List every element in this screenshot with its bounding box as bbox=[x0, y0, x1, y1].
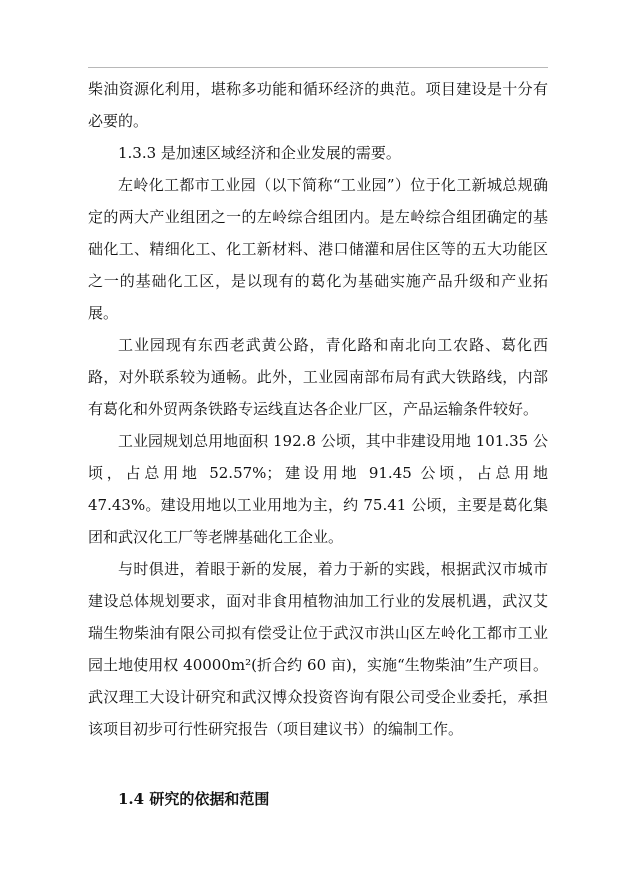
paragraph-transport: 工业园现有东西老武黄公路，青化路和南北向工农路、葛化西路，对外联系较为通畅。此外，工业园南部布局有武大铁路线，内部有葛化和外贸两条铁路专运线直达各企业厂区，产品运输条件较好。 bbox=[88, 336, 548, 418]
section-heading: 1.4 研究的依据和范围 bbox=[118, 790, 270, 808]
document-body bbox=[88, 73, 548, 815]
paragraph-continuation: 柴油资源化利用，堪称多功能和循环经济的典范。项目建设是十分有必要的。 bbox=[88, 80, 548, 130]
paragraph-industrial-park: 左岭化工都市工业园（以下简称“工业园”）位于化工新城总规确定的两大产业组团之一的左岭综合组团内。是左岭综合组团确定的基础化工、精细化工、化工新材料、港口储灌和居住区等的五大功能区之一的基础化工区，是以现有的葛化为基础实施产品升级和产业拓展。 bbox=[88, 176, 548, 322]
subsection-line: 1.3.3 是加速区域经济和企业发展的需要。 bbox=[118, 144, 401, 162]
header-rule bbox=[88, 67, 548, 68]
section-gap bbox=[88, 745, 548, 783]
paragraph-project-background: 与时俱进，着眼于新的发展，着力于新的实践，根据武汉市城市建设总体规划要求，面对非食用植物油加工行业的发展机遇，武汉艾瑞生物柴油有限公司拟有偿受让位于武汉市洪山区左岭化工都市工业园土地使用权 40000m²(折合约 60 亩)，实施“生物柴油”生产项目。武汉理工大设计研究和武汉博众投资咨询有限公司受企业委托，承担该项目初步可行性研究报告（项目建议书）的编制工作。 bbox=[88, 560, 548, 738]
paragraph-land-use: 工业园规划总用地面积 192.8 公顷，其中非建设用地 101.35 公顷，占总用地 52.57%；建设用地 91.45 公顷，占总用地 47.43%。建设用地以工业用地为主，约 75.41 公顷，主要是葛化集团和武汉化工厂等老牌基础化工企业。 bbox=[88, 432, 548, 546]
